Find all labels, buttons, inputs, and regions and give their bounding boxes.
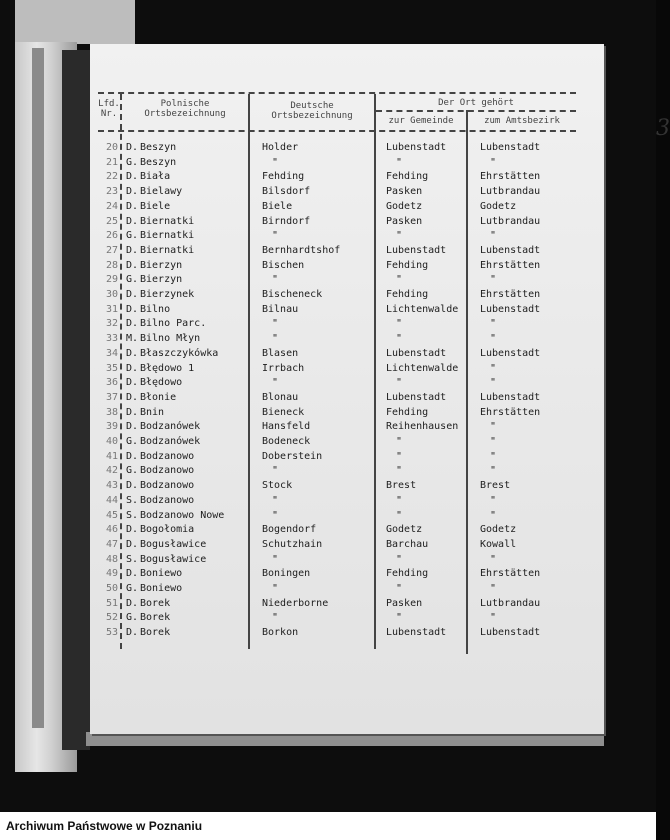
- page-stack-edge: [86, 732, 604, 746]
- cell-amtsbezirk: ": [490, 333, 497, 345]
- cell-nr: 51: [105, 597, 118, 609]
- cell-polish: Bodzanowo: [140, 465, 195, 477]
- cell-german: Bilnau: [262, 303, 299, 315]
- cell-amtsbezirk: Lubenstadt: [480, 347, 541, 359]
- cell-prefix: D.: [126, 406, 139, 418]
- cell-nr: 39: [105, 421, 118, 433]
- cell-amtsbezirk: ": [490, 494, 497, 506]
- table-row: [90, 568, 604, 583]
- cell-gemeinde: ": [396, 156, 403, 168]
- cell-gemeinde: ": [396, 333, 403, 345]
- cell-gemeinde: ": [396, 450, 403, 462]
- cell-german: ": [272, 553, 279, 565]
- cell-nr: 33: [105, 333, 118, 345]
- cell-amtsbezirk: ": [490, 274, 497, 286]
- cell-gemeinde: Fehding: [386, 406, 429, 418]
- cell-nr: 36: [105, 377, 118, 389]
- cell-polish: Bodzanowo Nowe: [140, 509, 225, 521]
- cell-nr: 25: [105, 215, 118, 227]
- cell-prefix: S.: [126, 509, 139, 521]
- table-row: [90, 583, 604, 598]
- cell-polish: Bnin: [140, 406, 165, 418]
- cell-prefix: M.: [126, 333, 139, 345]
- cell-german: Irrbach: [262, 362, 305, 374]
- cell-nr: 38: [105, 406, 118, 418]
- cell-nr: 23: [105, 186, 118, 198]
- cell-german: Schutzhain: [262, 538, 323, 550]
- cell-nr: 24: [105, 200, 118, 212]
- cell-nr: 22: [105, 171, 118, 183]
- table-row: [90, 348, 604, 363]
- cell-gemeinde: Fehding: [386, 289, 429, 300]
- cell-gemeinde: ": [396, 553, 403, 565]
- cell-polish: Bogusławice: [140, 553, 207, 565]
- cell-polish: Bilno: [140, 303, 171, 315]
- header-polish: Polnische Ortsbezeichnung: [144, 99, 226, 119]
- cell-prefix: D.: [126, 597, 139, 609]
- cell-nr: 21: [105, 156, 118, 168]
- header-mid-rule: [376, 110, 576, 112]
- cell-prefix: D.: [126, 186, 139, 198]
- cell-german: Niederborne: [262, 597, 329, 609]
- cell-german: ": [272, 230, 279, 242]
- cell-gemeinde: Lichtenwalde: [386, 362, 459, 374]
- cell-gemeinde: Pasken: [386, 186, 423, 198]
- cell-amtsbezirk: ": [490, 612, 497, 624]
- cell-amtsbezirk: ": [490, 450, 497, 462]
- cell-german: Birndorf: [262, 215, 311, 227]
- table-row: [90, 436, 604, 451]
- cell-gemeinde: ": [396, 318, 403, 330]
- cell-gemeinde: Lichtenwalde: [386, 303, 459, 315]
- cell-prefix: D.: [126, 215, 139, 227]
- cell-gemeinde: Fehding: [386, 171, 429, 183]
- cell-nr: 28: [105, 259, 118, 271]
- cell-prefix: S.: [126, 553, 139, 565]
- cell-amtsbezirk: Ehrstätten: [480, 406, 541, 418]
- cell-amtsbezirk: Lubenstadt: [480, 627, 541, 639]
- table-row: [90, 230, 604, 245]
- cell-german: ": [272, 494, 279, 506]
- cell-amtsbezirk: Brest: [480, 480, 511, 492]
- cell-prefix: G.: [126, 612, 139, 624]
- cell-nr: 48: [105, 553, 118, 565]
- table-row: [90, 524, 604, 539]
- cell-polish: Bielawy: [140, 186, 183, 198]
- cell-amtsbezirk: Ehrstätten: [480, 259, 541, 271]
- cell-amtsbezirk: ": [490, 362, 497, 374]
- cell-polish: Borek: [140, 612, 171, 624]
- cell-german: ": [272, 333, 279, 345]
- cell-prefix: D.: [126, 362, 139, 374]
- cell-gemeinde: ": [396, 612, 403, 624]
- cell-prefix: D.: [126, 421, 139, 433]
- header-gemeinde: zur Gemeinde: [388, 116, 454, 126]
- cell-nr: 47: [105, 538, 118, 550]
- cell-gemeinde: Barchau: [386, 538, 429, 550]
- cell-german: Biele: [262, 200, 293, 212]
- cell-amtsbezirk: ": [490, 436, 497, 447]
- cell-prefix: D.: [126, 171, 139, 183]
- cell-gemeinde: Brest: [386, 480, 417, 492]
- cell-amtsbezirk: ": [490, 421, 497, 433]
- table-row: [90, 186, 604, 201]
- cell-prefix: D.: [126, 347, 139, 359]
- watermark-text: Archiwum Państwowe w Poznaniu: [6, 819, 203, 833]
- cell-amtsbezirk: Ehrstätten: [480, 568, 541, 580]
- cell-polish: Bierzyn: [140, 274, 183, 286]
- cell-amtsbezirk: Lubenstadt: [480, 391, 541, 403]
- cell-prefix: G.: [126, 583, 139, 594]
- cell-prefix: D.: [126, 259, 139, 271]
- cell-polish: Biernatki: [140, 244, 195, 256]
- table-row: [90, 304, 604, 319]
- cell-gemeinde: ": [396, 509, 403, 521]
- cell-german: Blonau: [262, 391, 299, 403]
- cell-nr: 20: [105, 142, 118, 153]
- cell-polish: Bogołomia: [140, 524, 195, 536]
- cell-nr: 29: [105, 274, 118, 286]
- cell-nr: 37: [105, 391, 118, 403]
- table-row: [90, 598, 604, 613]
- cell-gemeinde: Reihenhausen: [386, 421, 459, 433]
- cell-amtsbezirk: Ehrstätten: [480, 171, 541, 183]
- cell-prefix: D.: [126, 318, 139, 330]
- cell-polish: Bodzanowo: [140, 494, 195, 506]
- cell-gemeinde: Fehding: [386, 568, 429, 580]
- table-row: [90, 318, 604, 333]
- archive-watermark: [0, 812, 656, 840]
- cell-german: Bernhardtshof: [262, 244, 341, 256]
- cell-nr: 53: [105, 627, 118, 639]
- cell-german: Bischen: [262, 259, 305, 271]
- page-number: 3: [656, 116, 670, 141]
- cell-gemeinde: Godetz: [386, 524, 423, 536]
- cell-german: Bodeneck: [262, 436, 311, 447]
- cell-amtsbezirk: Lubenstadt: [480, 303, 541, 315]
- table-row: [90, 480, 604, 495]
- table-row: [90, 465, 604, 480]
- header-lfd: Lfd. Nr.: [98, 99, 120, 119]
- table-row: [90, 421, 604, 436]
- cell-nr: 45: [105, 509, 118, 521]
- cell-amtsbezirk: Godetz: [480, 200, 517, 212]
- cell-nr: 34: [105, 347, 118, 359]
- table-row: [90, 510, 604, 525]
- cell-prefix: S.: [126, 494, 139, 506]
- cell-gemeinde: Lubenstadt: [386, 244, 447, 256]
- cell-polish: Błaszczykówka: [140, 347, 219, 359]
- cell-prefix: G.: [126, 156, 139, 168]
- cell-polish: Boniewo: [140, 583, 183, 594]
- cell-amtsbezirk: ": [490, 318, 497, 330]
- cell-amtsbezirk: ": [490, 553, 497, 565]
- cell-german: Boningen: [262, 568, 311, 580]
- cell-nr: 27: [105, 244, 118, 256]
- table-row: [90, 171, 604, 186]
- table-row: [90, 612, 604, 627]
- cell-nr: 35: [105, 362, 118, 374]
- cell-amtsbezirk: Lutbrandau: [480, 215, 541, 227]
- cell-prefix: D.: [126, 524, 139, 536]
- cell-german: Stock: [262, 480, 293, 492]
- cell-german: Bogendorf: [262, 524, 317, 536]
- cell-gemeinde: ": [396, 274, 403, 286]
- cell-german: Holder: [262, 142, 299, 153]
- binding-shadow: [62, 50, 90, 750]
- cell-polish: Biernatki: [140, 215, 195, 227]
- cell-gemeinde: Lubenstadt: [386, 627, 447, 639]
- cell-polish: Bodzanówek: [140, 421, 201, 433]
- cell-gemeinde: Fehding: [386, 259, 429, 271]
- cell-gemeinde: ": [396, 583, 403, 594]
- cell-polish: Beszyn: [140, 142, 177, 153]
- cell-german: Bilsdorf: [262, 186, 311, 198]
- cell-nr: 41: [105, 450, 118, 462]
- cell-amtsbezirk: Lutbrandau: [480, 186, 541, 198]
- cell-amtsbezirk: ": [490, 509, 497, 521]
- cell-amtsbezirk: ": [490, 377, 497, 389]
- cell-polish: Bodzanówek: [140, 436, 201, 447]
- cell-prefix: D.: [126, 627, 139, 639]
- table-row: [90, 407, 604, 422]
- cell-gemeinde: Lubenstadt: [386, 142, 447, 153]
- cell-amtsbezirk: ": [490, 230, 497, 242]
- cell-prefix: D.: [126, 450, 139, 462]
- cell-prefix: G.: [126, 465, 139, 477]
- cell-nr: 30: [105, 289, 118, 300]
- cell-amtsbezirk: ": [490, 583, 497, 594]
- header-group: Der Ort gehört: [438, 98, 514, 108]
- table-row: [90, 392, 604, 407]
- cell-prefix: D.: [126, 303, 139, 315]
- cell-polish: Biele: [140, 200, 171, 212]
- header-amtsbezirk: zum Amtsbezirk: [484, 116, 560, 126]
- cell-polish: Bilno Parc.: [140, 318, 207, 330]
- header-top-rule: [98, 92, 576, 94]
- cell-prefix: D.: [126, 568, 139, 580]
- header-bottom-rule: [98, 130, 576, 132]
- cell-gemeinde: Lubenstadt: [386, 391, 447, 403]
- cell-prefix: D.: [126, 480, 139, 492]
- cell-polish: Błonie: [140, 391, 177, 403]
- cell-amtsbezirk: Lubenstadt: [480, 142, 541, 153]
- cell-german: ": [272, 509, 279, 521]
- cell-polish: Borek: [140, 627, 171, 639]
- cell-prefix: D.: [126, 244, 139, 256]
- cell-german: Borkon: [262, 627, 299, 639]
- cell-german: ": [272, 612, 279, 624]
- cell-polish: Beszyn: [140, 156, 177, 168]
- table-row: [90, 201, 604, 216]
- cell-amtsbezirk: Lutbrandau: [480, 597, 541, 609]
- cell-amtsbezirk: Kowall: [480, 538, 517, 550]
- cell-nr: 31: [105, 303, 118, 315]
- cell-german: ": [272, 377, 279, 389]
- header-german: Deutsche Ortsbezeichnung: [271, 101, 353, 121]
- previous-page-edge: [15, 0, 135, 44]
- cell-amtsbezirk: Godetz: [480, 524, 517, 536]
- cell-polish: Błędowo 1: [140, 362, 195, 374]
- cell-polish: Błędowo: [140, 377, 183, 389]
- table-row: [90, 260, 604, 275]
- cell-prefix: D.: [126, 289, 139, 300]
- cell-gemeinde: Pasken: [386, 215, 423, 227]
- table-row: [90, 245, 604, 260]
- table-row: [90, 363, 604, 378]
- cell-polish: Borek: [140, 597, 171, 609]
- cell-amtsbezirk: ": [490, 465, 497, 477]
- cell-polish: Bodzanowo: [140, 450, 195, 462]
- cell-polish: Boniewo: [140, 568, 183, 580]
- table-row: [90, 495, 604, 510]
- cell-nr: 40: [105, 436, 118, 447]
- cell-nr: 50: [105, 583, 118, 594]
- table-row: [90, 333, 604, 348]
- document-page: [90, 44, 670, 734]
- cell-gemeinde: ": [396, 465, 403, 477]
- cell-german: ": [272, 156, 279, 168]
- table-row: [90, 274, 604, 289]
- table-row: [90, 451, 604, 466]
- cell-prefix: D.: [126, 200, 139, 212]
- cell-german: Doberstein: [262, 450, 323, 462]
- cell-polish: Bogusławice: [140, 538, 207, 550]
- cell-prefix: D.: [126, 391, 139, 403]
- cell-gemeinde: ": [396, 230, 403, 242]
- cell-prefix: D.: [126, 377, 139, 389]
- cell-german: Bischeneck: [262, 289, 323, 300]
- table-row: [90, 157, 604, 172]
- cell-nr: 32: [105, 318, 118, 330]
- cell-nr: 26: [105, 230, 118, 242]
- table-row: [90, 554, 604, 569]
- cell-nr: 44: [105, 494, 118, 506]
- cell-polish: Bierzyn: [140, 259, 183, 271]
- cell-nr: 49: [105, 568, 118, 580]
- cell-polish: Bilno Młyn: [140, 333, 201, 345]
- cell-german: ": [272, 583, 279, 594]
- table-row: [90, 142, 604, 157]
- cell-nr: 52: [105, 612, 118, 624]
- cell-german: Bieneck: [262, 406, 305, 418]
- table-row: [90, 216, 604, 231]
- cell-polish: Bierzynek: [140, 289, 195, 300]
- cell-amtsbezirk: ": [490, 156, 497, 168]
- cell-german: ": [272, 465, 279, 477]
- cell-german: Blasen: [262, 347, 299, 359]
- cell-german: Fehding: [262, 171, 305, 183]
- cell-amtsbezirk: Lubenstadt: [480, 244, 541, 256]
- cell-gemeinde: ": [396, 436, 403, 447]
- cell-prefix: G.: [126, 274, 139, 286]
- cell-polish: Biernatki: [140, 230, 195, 242]
- cell-gemeinde: Godetz: [386, 200, 423, 212]
- cell-german: ": [272, 318, 279, 330]
- table-row: [90, 539, 604, 554]
- cell-nr: 42: [105, 465, 118, 477]
- cell-gemeinde: ": [396, 494, 403, 506]
- table-row: [90, 289, 604, 304]
- cell-gemeinde: ": [396, 377, 403, 389]
- binding-crease: [32, 48, 44, 728]
- cell-nr: 43: [105, 480, 118, 492]
- cell-gemeinde: Pasken: [386, 597, 423, 609]
- cell-nr: 46: [105, 524, 118, 536]
- table-row: [90, 377, 604, 392]
- cell-amtsbezirk: Ehrstätten: [480, 289, 541, 300]
- cell-gemeinde: Lubenstadt: [386, 347, 447, 359]
- cell-polish: Bodzanowo: [140, 480, 195, 492]
- cell-prefix: D.: [126, 538, 139, 550]
- table-row: [90, 627, 604, 642]
- cell-polish: Biała: [140, 171, 171, 183]
- cell-german: ": [272, 274, 279, 286]
- cell-prefix: G.: [126, 230, 139, 242]
- cell-prefix: D.: [126, 142, 139, 153]
- cell-german: Hansfeld: [262, 421, 311, 433]
- cell-prefix: G.: [126, 436, 139, 447]
